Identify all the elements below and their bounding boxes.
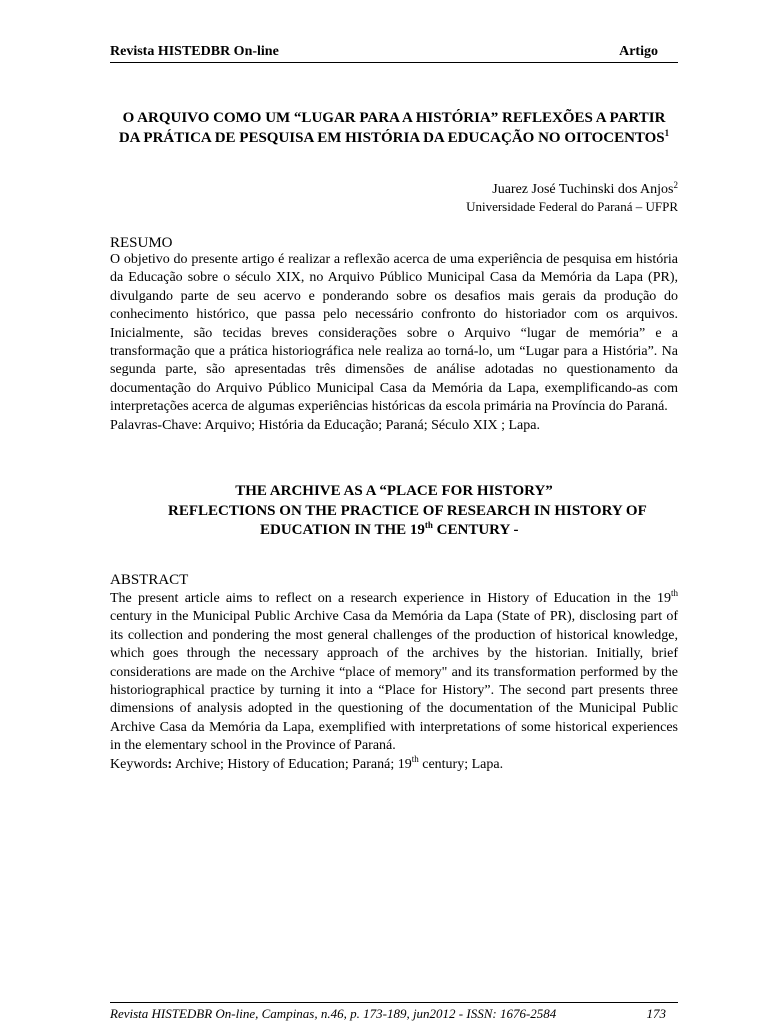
keywords-label: Keywords	[110, 756, 168, 772]
english-title-ordinal: th	[424, 520, 433, 530]
resumo-body: O objetivo do presente artigo é realizar a reflexão acerca de uma experiência de pesquisa em história da Educação sobre o século XIX, no Arquivo Público Municipal Casa da Memória da Lapa (PR), divulgando parte de seu acervo e ponderando sobre os desafios mais gerais da produção do conhecimento histórico, que passa pelo necessário confronto do historiador com os arquivos. Inicialmente, são tecidas breves considerações sobre o Arquivo “lugar de memória” e a transformação que a prática historiográfica nele realiza ao torná-lo, um “Lugar para a História”. Na segunda parte, são apresentadas três dimensões de análise adotadas no questionamento da documentação do Arquivo Público Municipal Casa da Memória da Lapa, exemplificando-as com interpretações acerca de algumas experiências históricas da escola primária na Província do Paraná.	[110, 252, 678, 415]
page-number: 173	[646, 1006, 666, 1021]
abstract-body-pre: The present article aims to reflect on a research experience in History of Education in the 19	[110, 591, 671, 606]
english-title	[110, 482, 678, 541]
abstract-heading: ABSTRACT	[110, 572, 189, 588]
abstract-body	[110, 590, 678, 756]
abstract-ordinal: th	[670, 588, 678, 598]
article-title	[110, 108, 678, 148]
title-footnote-marker: 1	[664, 128, 670, 138]
running-header	[110, 44, 678, 60]
english-title-line-3	[110, 521, 678, 541]
keywords-ordinal: th	[411, 753, 419, 764]
abstract-keywords	[110, 753, 678, 774]
abstract-body-post: century in the Municipal Public Archive Casa da Memória da Lapa (State of PR), disclosing part of its collection and pondering the most general challenges of the production of historical knowledge, which goes through the necessary approach of the archives by the historian. Initially, brief considerations are made on the Archive “place of memory" and its transformation performed by the historiographical practice by turning it into a “Place for History”. The second part presents three dimensions of analysis adopted in the questioning of the documentation of the Municipal Public Archive Casa da Memória da Lapa, exemplified with interpretations of some historical experiences in the elementary school in the Province of Paraná.	[110, 609, 678, 754]
english-title-line-1: THE ARCHIVE AS A “PLACE FOR HISTORY”	[235, 483, 553, 499]
english-title-line-3-pre: EDUCATION IN THE 19	[260, 522, 425, 538]
resumo-section	[110, 251, 678, 435]
journal-name: Revista HISTEDBR On-line	[110, 44, 279, 59]
header-rule	[110, 62, 678, 63]
author-affiliation: Universidade Federal do Paraná – UFPR	[466, 199, 678, 214]
author-name-text: Juarez José Tuchinski dos Anjos	[492, 182, 674, 197]
resumo-heading: RESUMO	[110, 235, 173, 251]
resumo-keywords: Palavras-Chave: Arquivo; História da Educação; Paraná; Século XIX ; Lapa.	[110, 417, 540, 433]
author-footnote-marker: 2	[673, 180, 678, 190]
keywords-colon: :	[167, 756, 173, 772]
footer-citation: Revista HISTEDBR On-line, Campinas, n.46, p. 173-189, jun2012 - ISSN: 1676-2584	[110, 1006, 557, 1021]
article-type: Artigo	[619, 44, 658, 59]
keywords-pre: Archive; History of Education; Paraná; 19	[172, 756, 412, 772]
running-footer	[110, 1006, 678, 1022]
author-name	[492, 180, 678, 199]
abstract-section	[110, 590, 678, 774]
english-title-line-3-post: CENTURY -	[432, 522, 519, 538]
english-title-line-2: REFLECTIONS ON THE PRACTICE OF RESEARCH IN HISTORY OF	[168, 502, 647, 519]
footer-rule	[110, 1002, 678, 1003]
article-title-text: O ARQUIVO COMO UM “LUGAR PARA A HISTÓRIA” REFLEXÕES A PARTIR DA PRÁTICA DE PESQUISA EM HISTÓRIA DA EDUCAÇÃO NO OITOCENTOS	[118, 110, 666, 146]
keywords-post: century; Lapa.	[418, 756, 504, 772]
